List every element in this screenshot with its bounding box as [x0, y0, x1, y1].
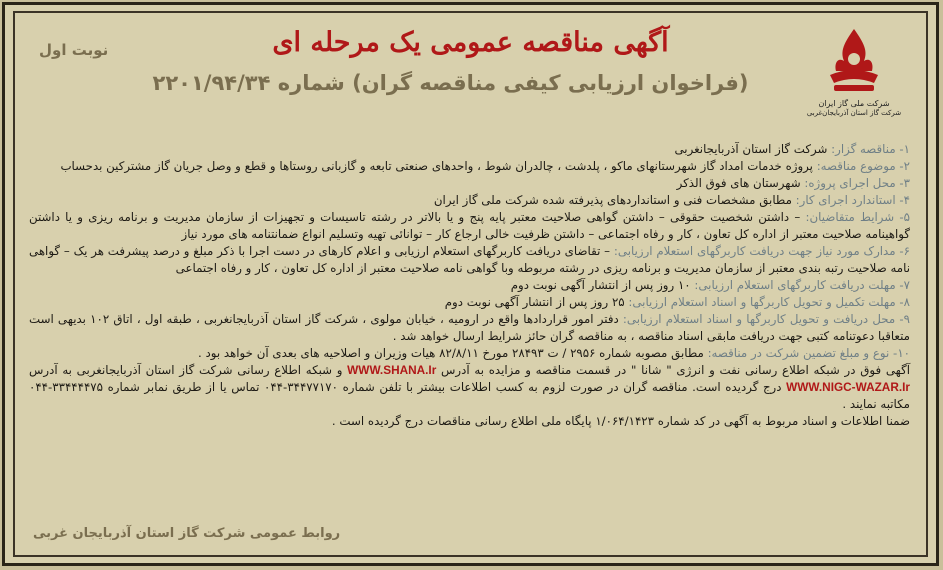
header [15, 13, 926, 141]
advertisement-sheet [2, 2, 939, 566]
page-title: آگهی مناقصه عمومی یک مرحله ای [272, 27, 669, 58]
footer-signature: روابط عمومی شرکت گاز استان آذربایجان غربی [33, 526, 341, 541]
advertisement-body [29, 141, 910, 430]
list-item: ۷- مهلت دریافت کاربرگهای استعلام ارزیابی: ۱۰ روز پس از انتشار آگهی نوبت دوم [510, 278, 910, 292]
edition-label: نوبت اول [39, 41, 109, 59]
list-item: ۴- استاندارد اجرای کار: مطابق مشخصات فنی و استانداردهای پذیرفته شده شرکت ملی گاز ایران [433, 193, 910, 207]
shana-link[interactable]: WWW.SHANA.Ir [347, 363, 437, 377]
nigc-wazar-link[interactable]: WWW.NIGC-WAZAR.Ir [786, 380, 910, 394]
list-item: ۸- مهلت تکمیل و تحویل کاربرگها و اسناد استعلام ارزیابی: ۲۵ روز پس از انتشار آگهی نوبت دوم [444, 295, 910, 309]
logo-company-subname: شرکت گاز استان آذربایجان‌غربی [806, 109, 902, 117]
list-item: ۱۰- نوع و مبلغ تضمین شرکت در مناقصه: مطابق مصوبه شماره ۲۹۵۶ / ت ۲۸۴۹۳ مورخ ۸۲/۸/۱۱ هیات وزیران و اصلاحیه های بعدی آن خواهد بود . [197, 346, 910, 360]
advertisement-frame [13, 11, 928, 557]
logo-company-name: شرکت ملی گاز ایران [818, 99, 890, 108]
list-item: ۱- مناقصه گزار: شرکت گاز استان آذربایجانغربی [674, 142, 910, 156]
list-item: ۹- محل دریافت و تحویل کاربرگها و اسناد استعلام ارزیابی: دفتر امور قراردادها واقع در ارومیه ، خیابان مولوی ، شرکت گاز استان آذربایجانغربی ، طبقه اول ، اتاق ۱۰۲ بدیهی است متعاقبا دعوتنامه کتبی جهت دریافت مابقی اسناد مناقصه ، به مناقصه گران حائز شرایط ارسال خواهد شد . [29, 312, 910, 343]
list-item: ۵- شرایط متقاضیان: – داشتن شخصیت حقوقی – داشتن گواهی صلاحیت معتبر پایه پنج و یا بالاتر در رشته تاسیسات و تجهیزات از سازمان مدیریت و برنامه ریزی و یا داشتن گواهینامه صلاحیت معتبر از اداره کل تعاون ، کار و رفاه اجتماعی – داشتن ظرفیت خالی ارجاع کار – توانائی تهیه وتسلیم انواع ضمانتنامه های مورد نیاز [29, 210, 910, 241]
list-item: ۶- مدارک مورد نیاز جهت دریافت کاربرگهای استعلام ارزیابی: – تقاضای دریافت کاربرگهای استعلام ارزیابی و اعلام کارهای در دست اجرا با ذکر مبلغ و درصد پیشرفت هر یک – گواهی نامه صلاحیت رتبه بندی معتبر از سازمان مدیریت و برنامه ریزی در رشته مربوطه وبا گواهی نامه صلاحیت معتبر از اداره کل تعاون ، کار و رفاه اجتماعی [29, 244, 910, 275]
list-item: ۳- محل اجرای پروژه: شهرستان های فوق الذکر [676, 176, 910, 190]
notice-paragraph: آگهی فوق در شبکه اطلاع رسانی نفت و انرژی " شانا " در قسمت مناقصه و مزایده به آدرس WWW.SHANA.Ir و شبکه اطلاع رسانی شرکت گاز استان آذربایجانغربی به آدرس WWW.NIGC-WAZAR.Ir درج گردیده است. مناقصه گران در صورت لزوم به کسب اطلاعات بیشتر با تلفن شماره ۳۴۴۷۷۱۷۰-۰۴۴ تماس یا از طریق نمابر شماره ۳۳۴۴۴۴۷۵-۰۴۴ مکاتبه نمایند . [29, 363, 910, 411]
closing-paragraph: ضمنا اطلاعات و اسناد مربوط به آگهی در کد شماره ۱/۰۶۴/۱۴۲۳ پایگاه ملی اطلاع رسانی مناقصات درج گردیده است . [331, 414, 910, 428]
page-subtitle: (فراخوان ارزیابی کیفی مناقصه گران) شماره ۲۲۰۱/۹۴/۳۴ [152, 71, 749, 95]
list-item: ۲- موضوع مناقصه: پروژه خدمات امداد گاز شهرستانهای ماکو ، پلدشت ، چالدران شوط ، واحدهای صنعتی تابعه و گازبانی روستاها و قطع و وصل جریان گاز مشترکین بدحساب [60, 159, 910, 173]
